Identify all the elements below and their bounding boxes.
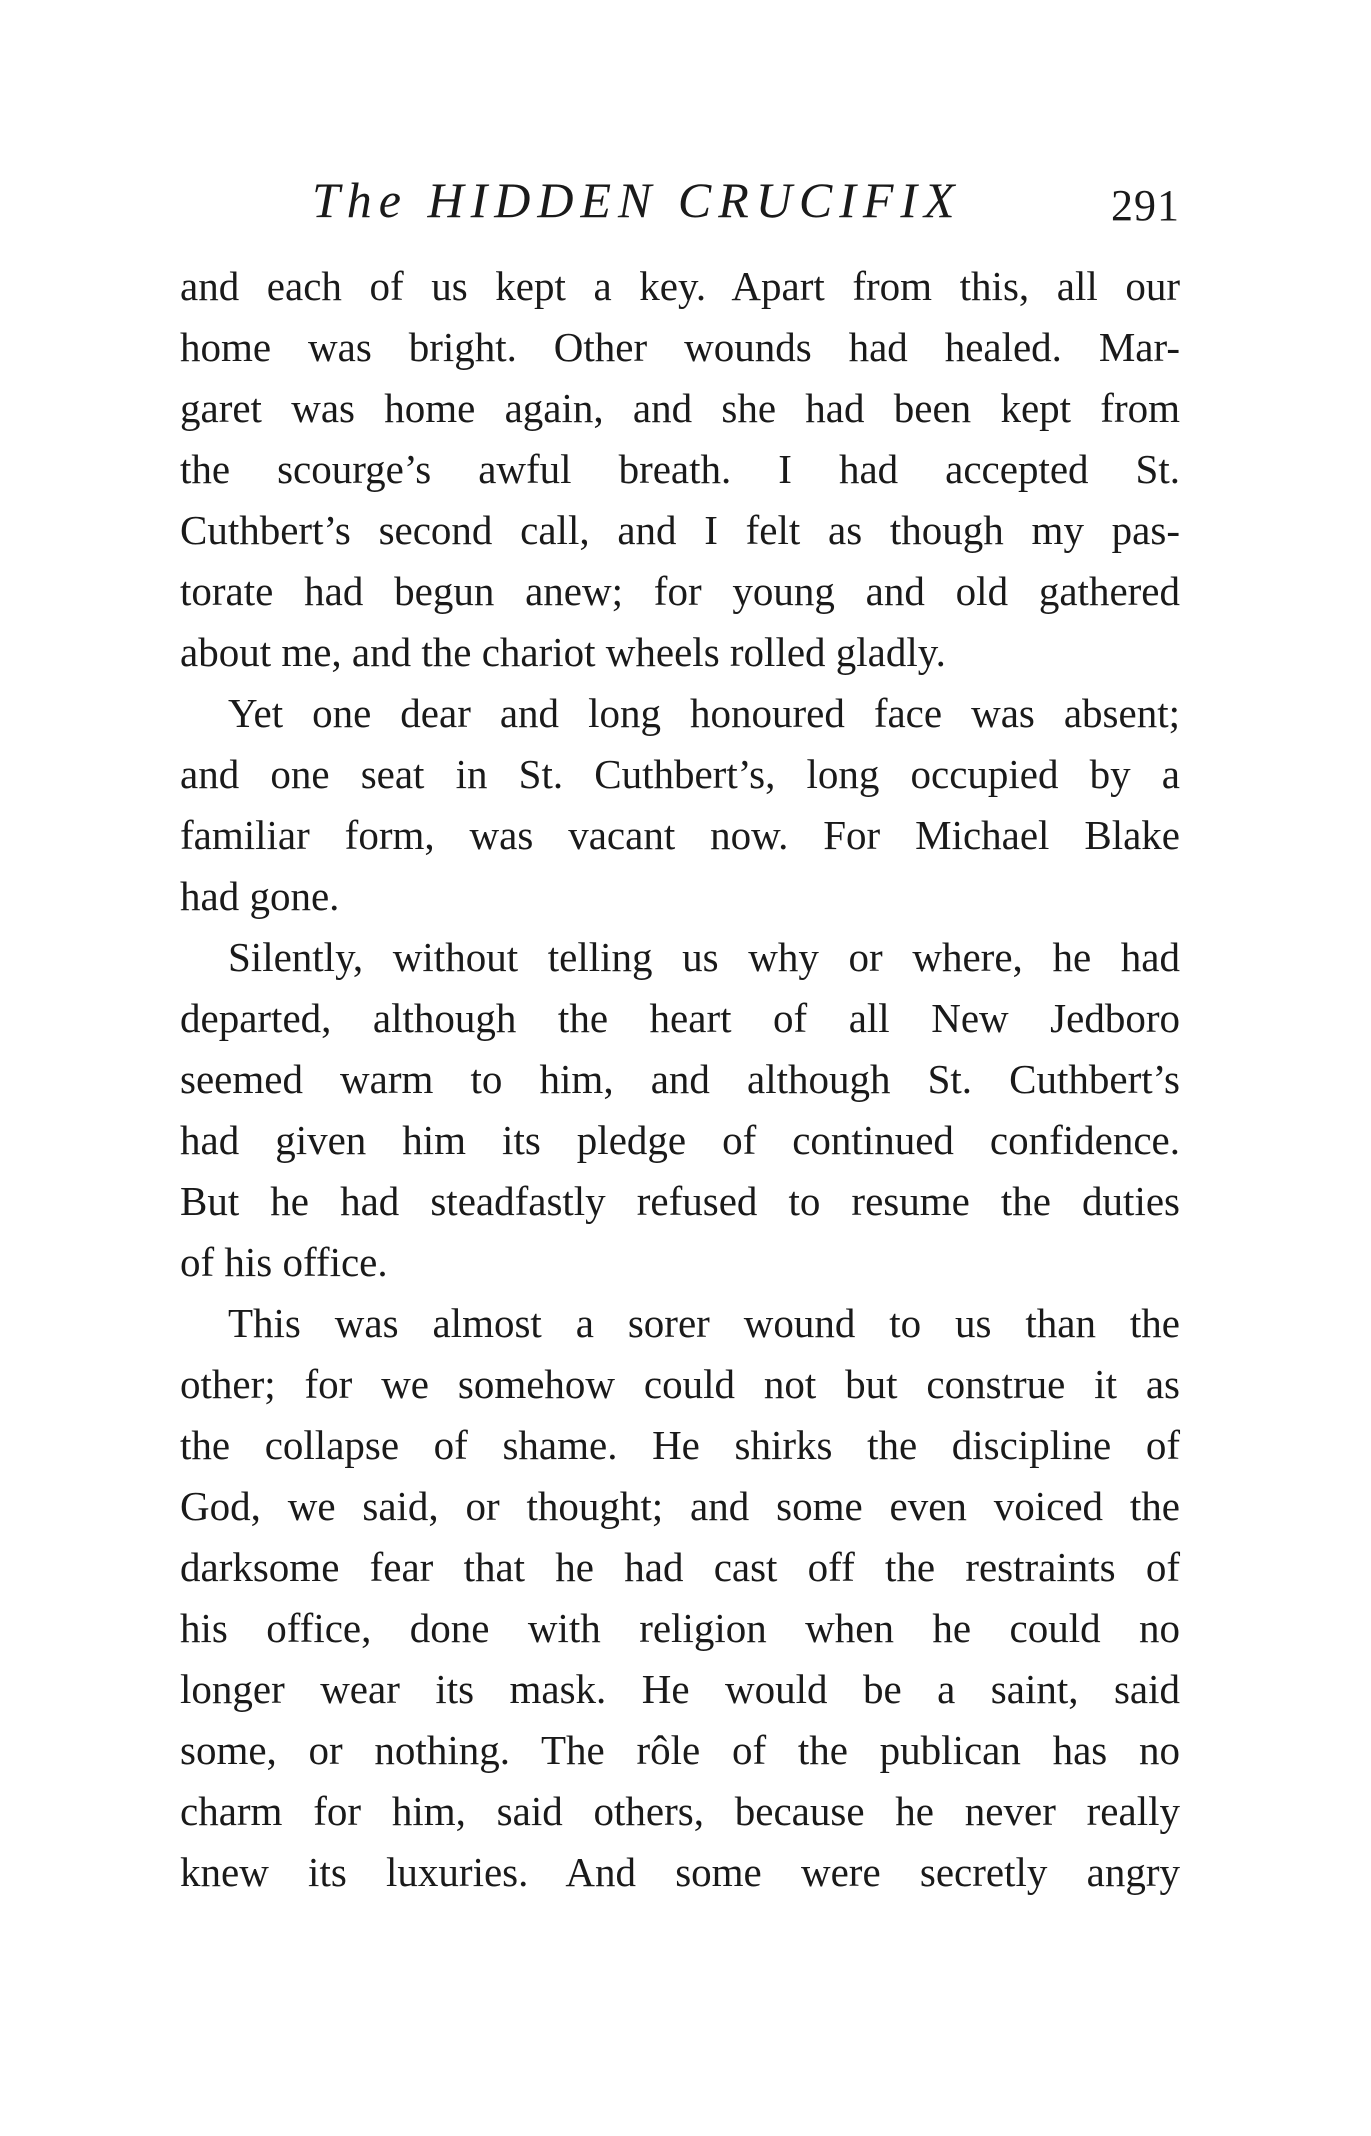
text-line: his office, done with religion when he could no — [180, 1605, 1180, 1651]
text-line: the collapse of shame. He shirks the discipline of — [180, 1422, 1180, 1468]
paragraph-2 — [180, 683, 1180, 927]
text-line: longer wear its mask. He would be a saint, said — [180, 1666, 1180, 1712]
paragraph-1 — [180, 256, 1180, 683]
text-line: of his office. — [180, 1239, 388, 1285]
text-line: darksome fear that he had cast off the restraints of — [180, 1544, 1180, 1590]
text-line: other; for we somehow could not but construe it as — [180, 1361, 1180, 1407]
running-title: The HIDDEN CRUCIFIX — [312, 172, 962, 228]
text-line: had given him its pledge of continued confidence. — [180, 1117, 1180, 1163]
text-line: This was almost a sorer wound to us than the — [228, 1300, 1180, 1346]
text-line: charm for him, said others, because he never really — [180, 1788, 1180, 1834]
page-number: 291 — [1111, 181, 1180, 230]
text-line: garet was home again, and she had been kept from — [180, 385, 1180, 431]
text-line: seemed warm to him, and although St. Cuthbert’s — [180, 1056, 1180, 1102]
text-line: Yet one dear and long honoured face was absent; — [228, 690, 1180, 736]
running-head — [180, 170, 1180, 240]
text-line: Silently, without telling us why or where, he had — [228, 934, 1180, 980]
text-line: had gone. — [180, 873, 340, 919]
text-line: knew its luxuries. And some were secretly angry — [180, 1849, 1180, 1895]
text-line: But he had steadfastly refused to resume the duties — [180, 1178, 1180, 1224]
text-line: familiar form, was vacant now. For Michael Blake — [180, 812, 1180, 858]
text-line: God, we said, or thought; and some even voiced the — [180, 1483, 1180, 1529]
body-text — [180, 256, 1180, 1903]
text-line: Cuthbert’s second call, and I felt as though my pas- — [180, 507, 1180, 553]
paragraph-3 — [180, 927, 1180, 1293]
text-line: and one seat in St. Cuthbert’s, long occupied by a — [180, 751, 1180, 797]
text-line: some, or nothing. The rôle of the publican has no — [180, 1727, 1180, 1773]
text-line: torate had begun anew; for young and old gathered — [180, 568, 1180, 614]
text-line: about me, and the chariot wheels rolled gladly. — [180, 629, 946, 675]
text-line: and each of us kept a key. Apart from this, all our — [180, 263, 1180, 309]
text-line: home was bright. Other wounds had healed. Mar- — [180, 324, 1180, 370]
text-line: the scourge’s awful breath. I had accepted St. — [180, 446, 1180, 492]
text-line: departed, although the heart of all New Jedboro — [180, 995, 1180, 1041]
paragraph-4 — [180, 1293, 1180, 1903]
